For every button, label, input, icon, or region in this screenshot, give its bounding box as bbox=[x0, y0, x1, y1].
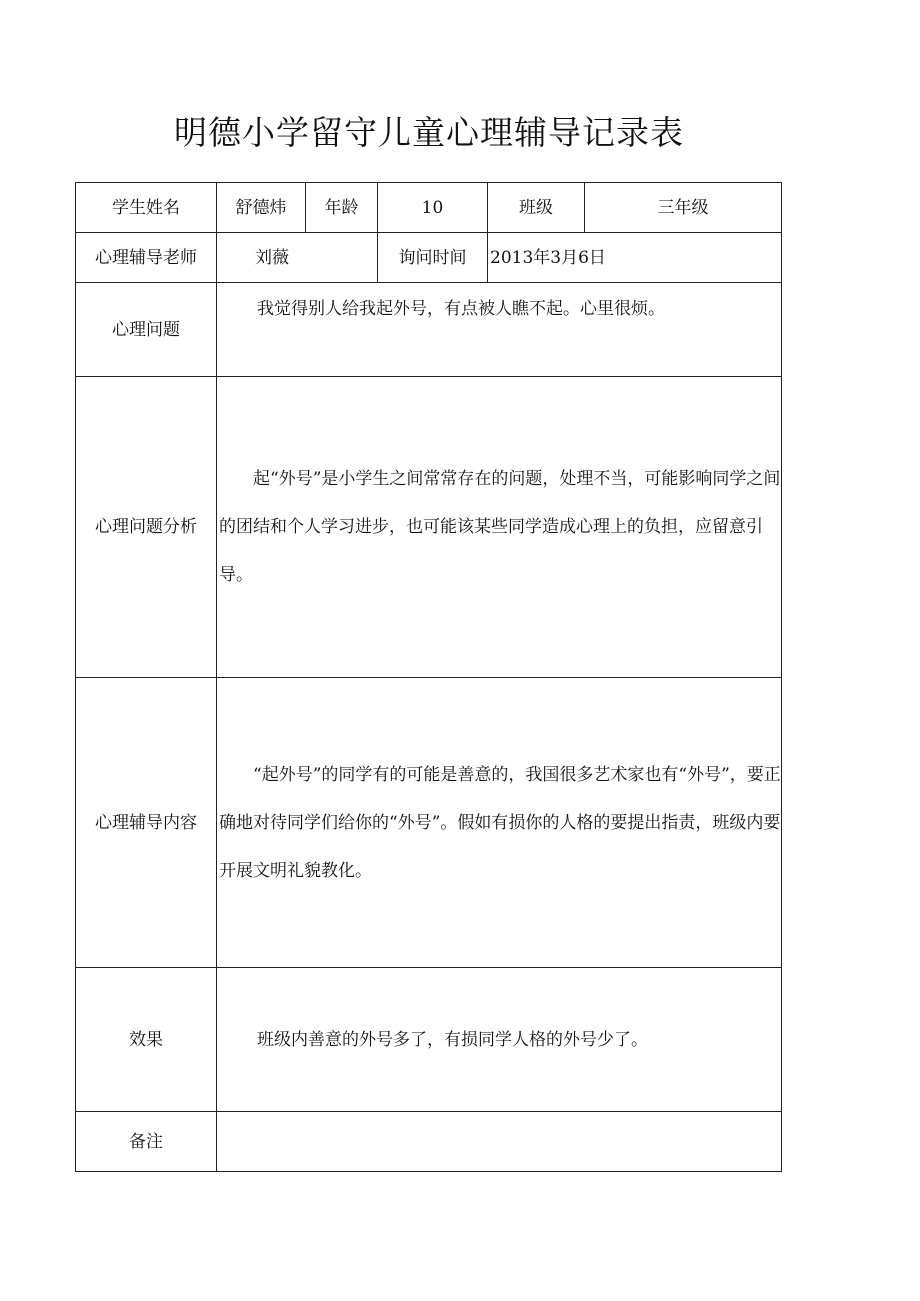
problem-label: 心理问题 bbox=[76, 283, 217, 377]
effect-label: 效果 bbox=[76, 968, 217, 1112]
row-effect bbox=[76, 968, 782, 1112]
content-label: 心理辅导内容 bbox=[76, 678, 217, 968]
class-label: 班级 bbox=[488, 183, 585, 233]
row-student-info bbox=[76, 183, 782, 233]
analysis-text: 起“外号”是小学生之间常常存在的问题，处理不当，可能影响同学之间的团结和个人学习进步，也可能该某些同学造成心理上的负担，应留意引导。 bbox=[219, 469, 781, 585]
effect-cell bbox=[217, 968, 782, 1112]
problem-text: 我觉得别人给我起外号，有点被人瞧不起。心里很烦。 bbox=[257, 299, 665, 319]
effect-text: 班级内善意的外号多了，有损同学人格的外号少了。 bbox=[257, 1029, 648, 1050]
age-value: 10 bbox=[378, 183, 488, 233]
row-content bbox=[76, 678, 782, 968]
analysis-label: 心理问题分析 bbox=[76, 377, 217, 678]
row-analysis bbox=[76, 377, 782, 678]
page-title: 明德小学留守儿童心理辅导记录表 bbox=[174, 113, 684, 152]
student-name-label: 学生姓名 bbox=[76, 183, 217, 233]
problem-cell bbox=[217, 283, 782, 377]
age-label: 年龄 bbox=[306, 183, 378, 233]
remarks-value bbox=[217, 1112, 782, 1172]
row-teacher-info bbox=[76, 233, 782, 283]
time-value: 2013年3月6日 bbox=[488, 233, 782, 283]
record-table bbox=[75, 182, 782, 1172]
row-remarks bbox=[76, 1112, 782, 1172]
row-problem bbox=[76, 283, 782, 377]
teacher-value: 刘薇 bbox=[217, 233, 378, 283]
analysis-cell bbox=[217, 377, 782, 678]
remarks-label: 备注 bbox=[76, 1112, 217, 1172]
teacher-label: 心理辅导老师 bbox=[76, 233, 217, 283]
content-text: “起外号”的同学有的可能是善意的，我国很多艺术家也有“外号”，要正确地对待同学们给你的“外号”。假如有损你的人格的要提出指责，班级内要开展文明礼貌教化。 bbox=[219, 764, 781, 881]
time-label: 询问时间 bbox=[378, 233, 488, 283]
student-name-value: 舒德炜 bbox=[217, 183, 306, 233]
class-value: 三年级 bbox=[585, 183, 782, 233]
content-cell bbox=[217, 678, 782, 968]
